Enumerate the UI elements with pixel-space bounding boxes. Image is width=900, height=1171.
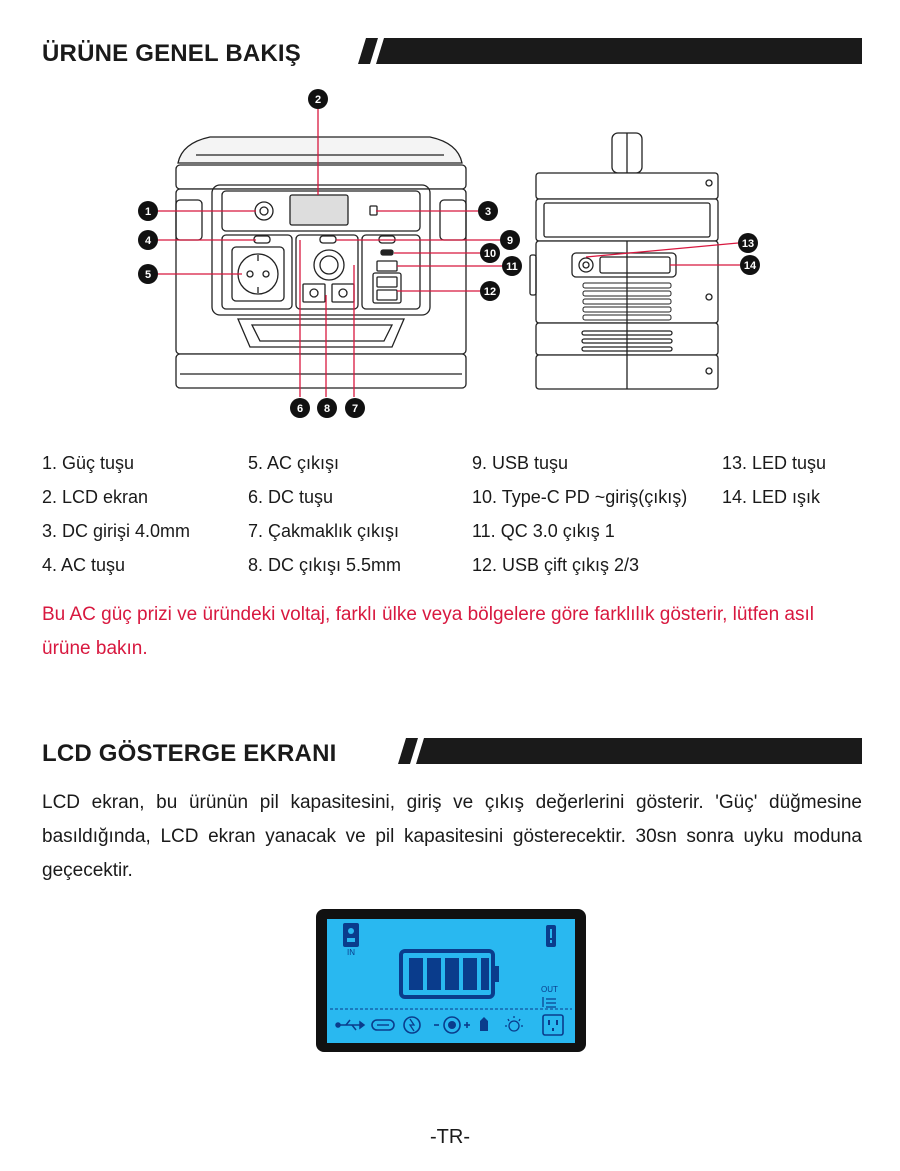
header-decor-bar xyxy=(0,34,900,74)
callout-13 xyxy=(738,233,758,253)
svg-text:6: 6 xyxy=(296,403,304,415)
legend-item: 2. LCD ekran xyxy=(42,487,149,507)
legend-item: 13. LED tuşu xyxy=(722,453,827,473)
callout-11 xyxy=(502,256,522,276)
region-notice: Bu AC güç prizi ve üründeki voltaj, farklı ülke veya bölgelere göre farklılık gösterir, lütfen asıl ürüne bakın. xyxy=(42,604,814,659)
svg-text:7: 7 xyxy=(351,403,359,415)
callout-4 xyxy=(138,230,158,250)
lcd-header xyxy=(0,734,900,774)
legend-item: 12. USB çift çıkış 2/3 xyxy=(472,555,640,575)
legend-item: 11. QC 3.0 çıkış 1 xyxy=(472,521,615,541)
legend-item: 7. Çakmaklık çıkışı xyxy=(248,521,400,541)
svg-text:9: 9 xyxy=(506,235,514,247)
lcd-screen xyxy=(316,909,586,1052)
callout-6 xyxy=(290,398,310,418)
callout-5 xyxy=(138,264,158,284)
legend-item: 4. AC tuşu xyxy=(42,555,126,575)
callout-7 xyxy=(345,398,365,418)
legend-item: 1. Güç tuşu xyxy=(42,453,135,473)
svg-text:13: 13 xyxy=(741,238,755,250)
legend-item: 9. USB tuşu xyxy=(472,453,569,473)
legend-item: 5. AC çıkışı xyxy=(248,453,340,473)
lcd-title: LCD GÖSTERGE EKRANI xyxy=(42,740,337,767)
svg-text:5: 5 xyxy=(144,269,152,281)
overview-title: ÜRÜNE GENEL BAKIŞ xyxy=(42,40,301,67)
svg-text:14: 14 xyxy=(743,260,757,272)
diagram-callouts xyxy=(0,85,900,425)
input-plug-icon xyxy=(343,923,359,947)
warning-icon xyxy=(546,925,556,947)
page-label: -TR- xyxy=(430,1126,470,1148)
overview-header xyxy=(0,34,900,74)
header-decor-bar xyxy=(0,734,900,774)
svg-text:1: 1 xyxy=(144,206,152,218)
svg-text:2: 2 xyxy=(314,94,322,106)
legend-item: 10. Type-C PD ~giriş(çıkış) xyxy=(472,487,688,507)
callout-12 xyxy=(480,281,500,301)
svg-text:10: 10 xyxy=(483,248,497,260)
lcd-out-label: OUT xyxy=(541,985,558,994)
legend-item: 6. DC tuşu xyxy=(248,487,334,507)
svg-text:3: 3 xyxy=(484,206,492,218)
callout-2 xyxy=(308,89,328,109)
legend-item: 3. DC girişi 4.0mm xyxy=(42,521,191,541)
legend-item: 14. LED ışık xyxy=(722,487,821,507)
svg-text:8: 8 xyxy=(323,403,331,415)
svg-text:11: 11 xyxy=(506,261,518,273)
legend-item: 8. DC çıkışı 5.5mm xyxy=(248,555,402,575)
callout-10 xyxy=(480,243,500,263)
legend xyxy=(0,450,900,590)
lcd-description: LCD ekran, bu ürünün pil kapasitesini, giriş ve çıkış değerlerini gösterir. 'Güç' düğmesine basıldığında, LCD ekran yanacak ve pil kapasitesini gösterecektir. 30sn sonra uyku moduna geçecektir. xyxy=(42,792,862,881)
callout-1 xyxy=(138,201,158,221)
callout-8 xyxy=(317,398,337,418)
lcd-in-label: IN xyxy=(347,948,355,957)
callout-14 xyxy=(740,255,760,275)
callout-3 xyxy=(478,201,498,221)
svg-text:4: 4 xyxy=(144,235,152,247)
callout-9 xyxy=(500,230,520,250)
svg-text:12: 12 xyxy=(483,286,497,298)
